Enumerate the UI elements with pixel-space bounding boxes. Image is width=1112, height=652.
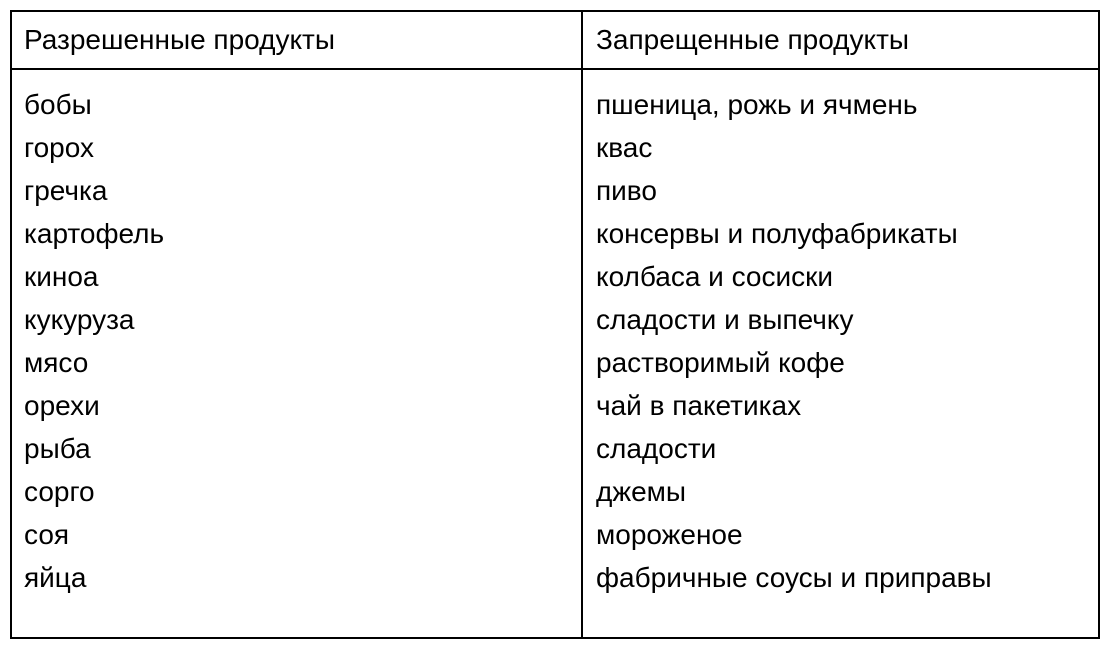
allowed-item: гречка: [24, 175, 108, 206]
forbidden-item: колбаса и сосиски: [596, 261, 834, 292]
forbidden-item: пиво: [596, 175, 657, 206]
allowed-item: мясо: [24, 347, 89, 378]
column-divider: [581, 12, 583, 637]
allowed-header: Разрешенные продукты: [24, 24, 335, 55]
allowed-item: яйца: [24, 562, 87, 593]
food-table: [10, 10, 1100, 639]
forbidden-item: растворимый кофе: [596, 347, 845, 378]
forbidden-item: чай в пакетиках: [596, 390, 802, 421]
allowed-item: рыба: [24, 433, 91, 464]
forbidden-item: джемы: [596, 476, 687, 507]
allowed-item: киноа: [24, 261, 99, 292]
allowed-item: орехи: [24, 390, 100, 421]
forbidden-item: консервы и полуфабрикаты: [596, 218, 958, 249]
forbidden-item: сладости и выпечку: [596, 304, 854, 335]
allowed-item: бобы: [24, 89, 92, 120]
allowed-item: соя: [24, 519, 70, 550]
forbidden-item: мороженое: [596, 519, 743, 550]
forbidden-item: квас: [596, 132, 653, 163]
allowed-list: [24, 83, 164, 599]
allowed-item: горох: [24, 132, 94, 163]
allowed-item: кукуруза: [24, 304, 135, 335]
forbidden-item: сладости: [596, 433, 717, 464]
forbidden-list: [596, 83, 992, 599]
allowed-item: картофель: [24, 218, 165, 249]
header-divider: [12, 68, 1098, 70]
forbidden-item: пшеница, рожь и ячмень: [596, 89, 918, 120]
forbidden-header: Запрещенные продукты: [596, 24, 910, 55]
forbidden-item: фабричные соусы и приправы: [596, 562, 992, 593]
allowed-item: сорго: [24, 476, 95, 507]
